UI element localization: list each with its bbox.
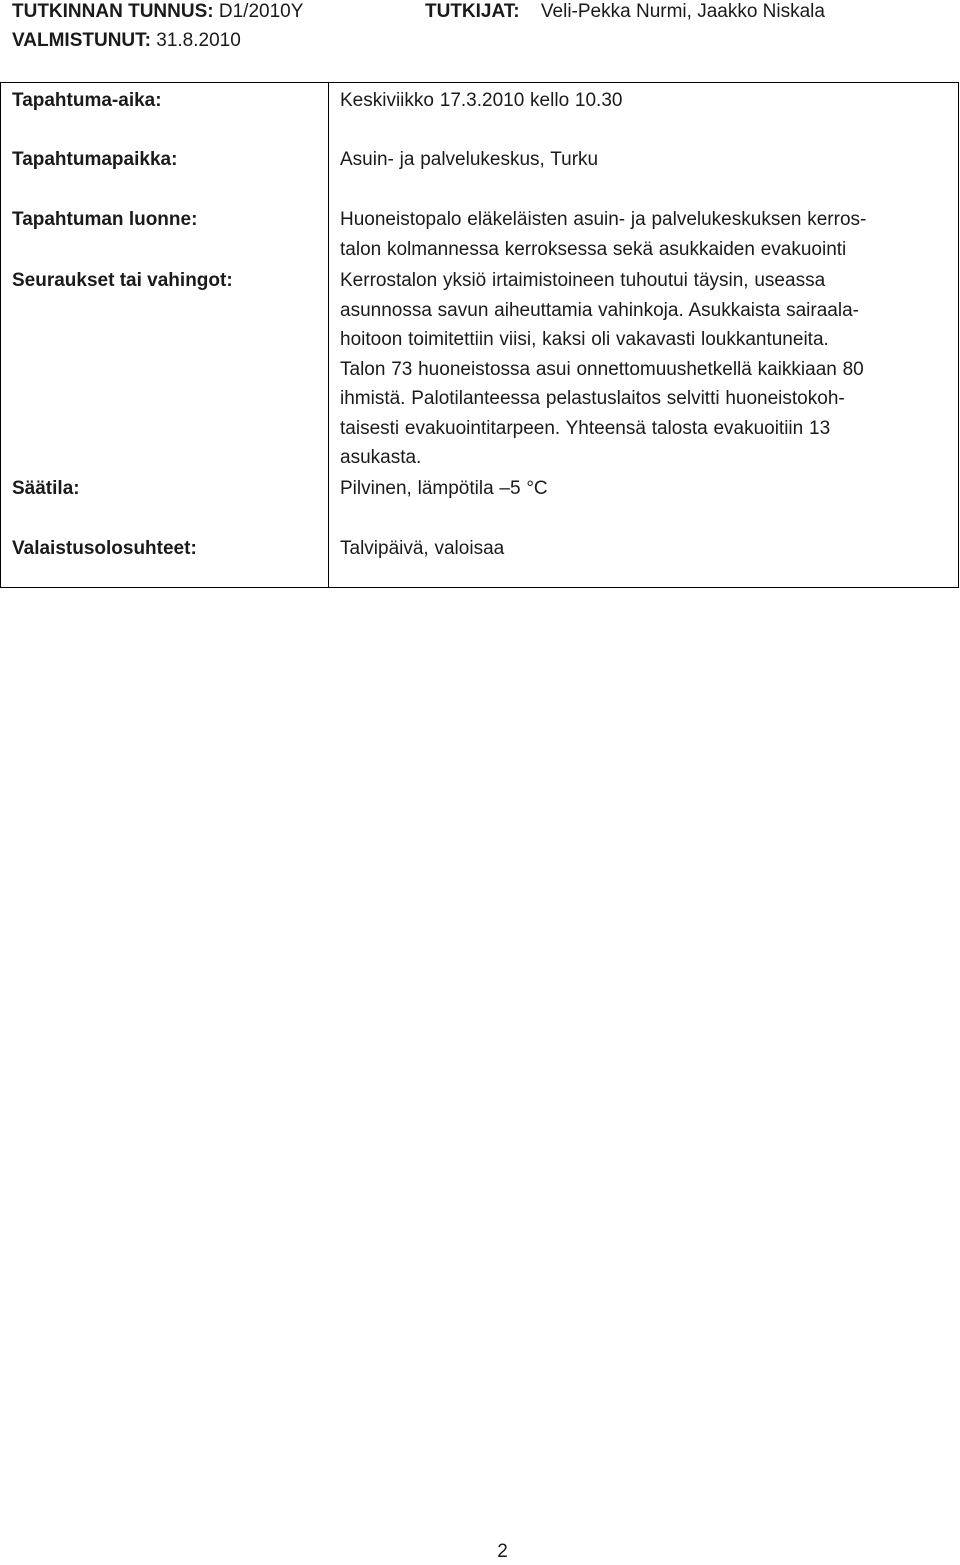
row-label: Valaistusolosuhteet: xyxy=(12,538,197,559)
row-value: Keskiviikko 17.3.2010 kello 10.30 xyxy=(340,90,623,111)
row-value: Kerrostalon yksiö irtaimistoineen tuhoutui täysin, useassa asunnossa savun aiheuttamia vahinkoja. Asukkaista sairaala- hoitoon toimitettiin viisi, kaksi oli vakavasti loukkantuneita. Talon 73 huoneistossa asui onnettomuushetkellä kaikkiaan 80 ihmistä. Palotilanteessa pelastuslaitos selvitti huoneistokoh- taisesti evakuointitarpeen. Yhteensä talosta evakuoitiin 13 asukasta. xyxy=(340,270,864,468)
column-divider xyxy=(328,83,329,587)
row-value: Huoneistopalo eläkeläisten asuin- ja palvelukeskuksen kerros- talon kolmannessa kerroksessa sekä asukkaiden evakuointi xyxy=(340,209,867,260)
row-value: Asuin- ja palvelukeskus, Turku xyxy=(340,149,599,170)
investigation-code xyxy=(12,0,303,24)
investigation-code-label: TUTKINNAN TUNNUS: xyxy=(12,1,214,22)
row-label: Seuraukset tai vahingot: xyxy=(12,270,233,291)
report-header xyxy=(12,0,952,60)
row-value: Pilvinen, lämpötila –5 °C xyxy=(340,478,548,499)
investigators-label: TUTKIJAT: xyxy=(425,1,520,22)
row-value: Talvipäivä, valoisaa xyxy=(340,538,505,559)
investigation-code-value: D1/2010Y xyxy=(218,1,304,22)
investigators-value: Veli-Pekka Nurmi, Jaakko Niskala xyxy=(540,1,825,22)
row-label: Tapahtuman luonne: xyxy=(12,209,198,230)
row-label: Tapahtumapaikka: xyxy=(12,149,178,170)
completion-date-value: 31.8.2010 xyxy=(156,30,241,51)
page-number: 2 xyxy=(497,1541,508,1562)
investigators xyxy=(425,0,825,24)
row-label: Tapahtuma-aika: xyxy=(12,90,162,111)
incident-info-table xyxy=(0,82,959,588)
completion-date xyxy=(12,29,241,53)
row-label: Säätila: xyxy=(12,478,80,499)
completion-date-label: VALMISTUNUT: xyxy=(12,30,151,51)
